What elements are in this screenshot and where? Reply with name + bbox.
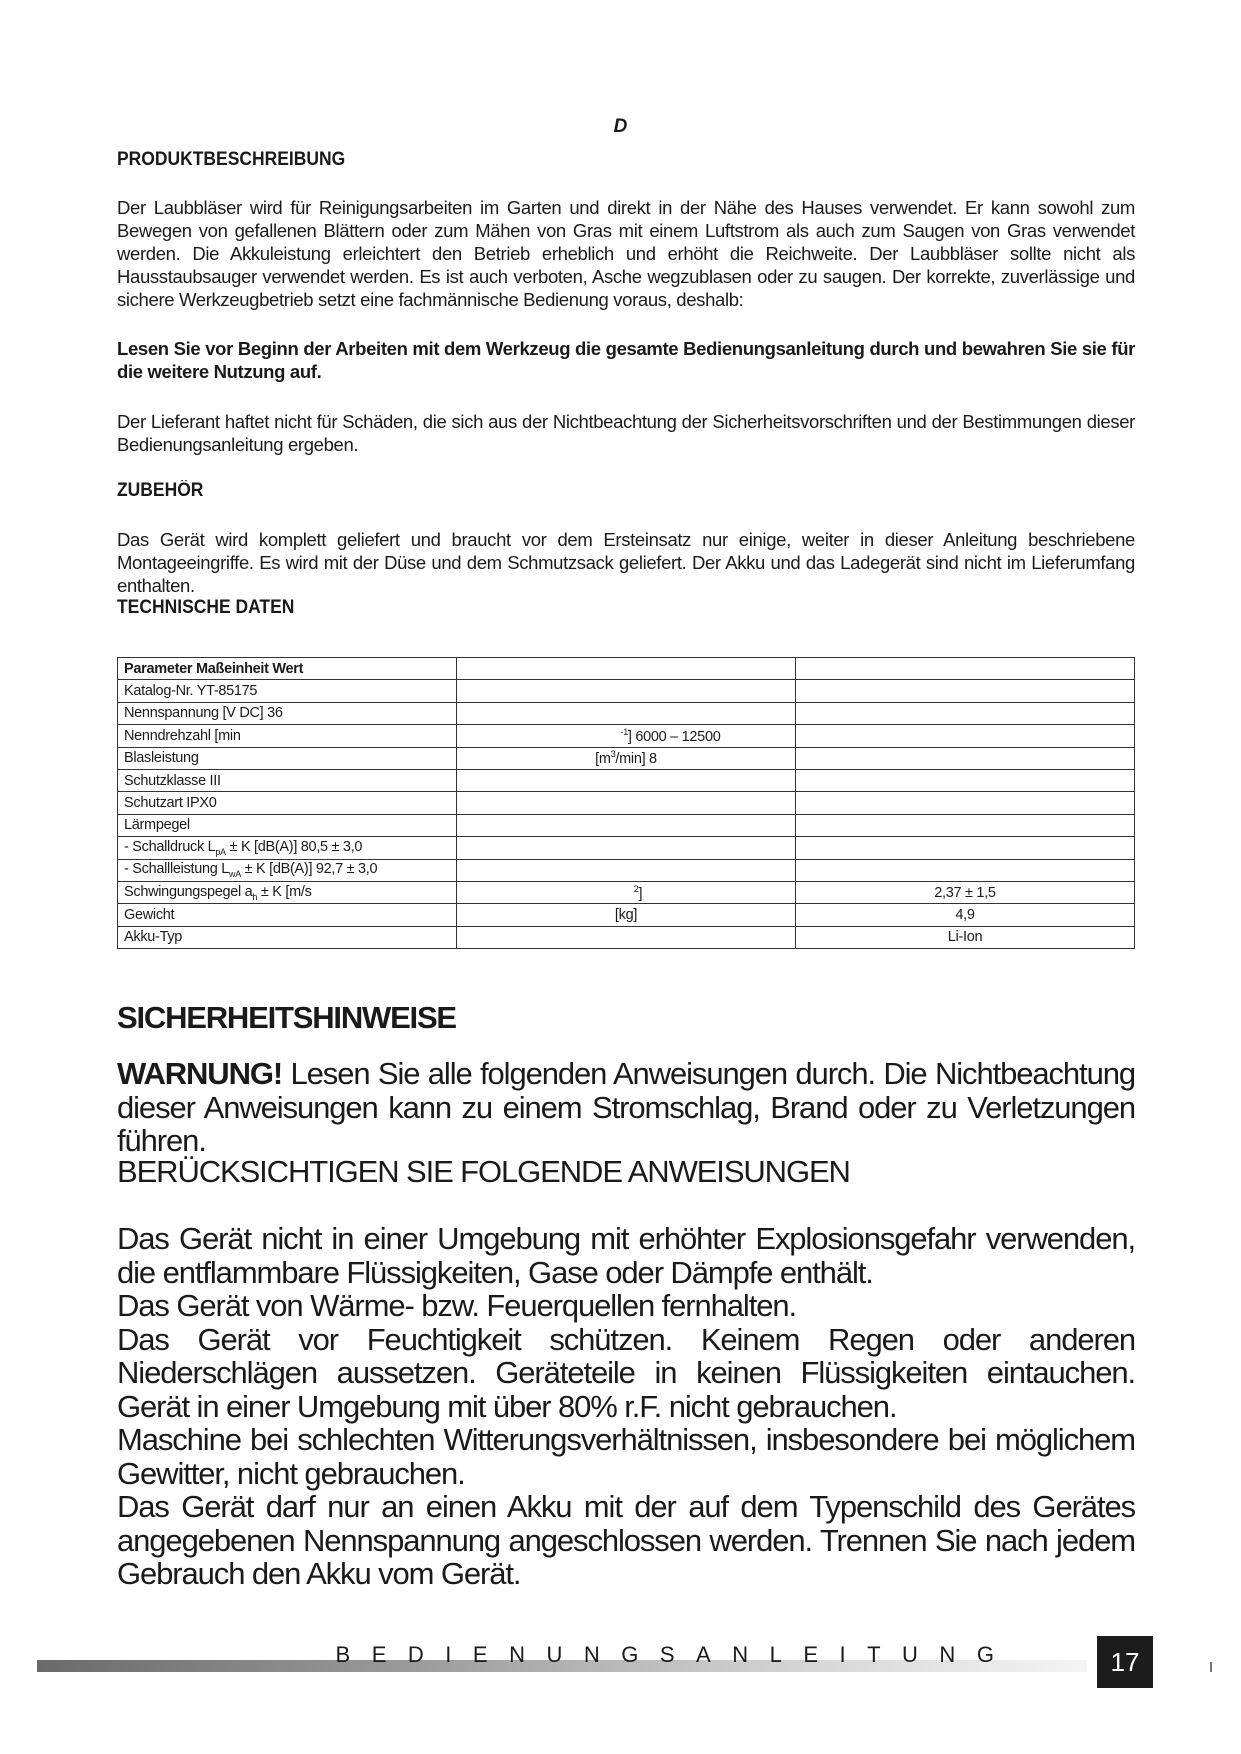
liability-paragraph: Der Lieferant haftet nicht für Schäden, die sich aus der Nichtbeachtung der Sicherheitsvorschriften und der Bestimmungen dieser Bedienungsanleitung ergeben.	[117, 411, 1135, 455]
table-row	[118, 725, 1135, 747]
footer-label: BEDIENUNGSANLEITUNG	[335, 1642, 1016, 1667]
table-cell: Li-Ion	[796, 926, 1135, 948]
table-row	[118, 904, 1135, 926]
table-cell: Schutzart IPX0	[118, 792, 457, 814]
table-cell: $^{-1}$] 6000 – 12500	[457, 725, 796, 747]
table-cell: Schwingungspegel $a_h \pm K$ [m/s	[118, 881, 457, 903]
warning-paragraph	[117, 1057, 1135, 1158]
table-cell: Nennspannung [V DC] 36	[118, 702, 457, 724]
accessories-paragraph: Das Gerät wird komplett geliefert und braucht vor dem Ersteinsatz nur einige, weiter in dieser Anleitung beschriebene Montageeingriffe. Es wird mit der Düse und dem Schmutzsack geliefert. Der Akku und das Ladegerät sind nicht im Lieferumfang enthalten.	[117, 529, 1135, 596]
table-header-cell: Parameter Maßeinheit Wert	[118, 658, 457, 680]
read-manual-notice: Lesen Sie vor Beginn der Arbeiten mit dem Werkzeug die gesamte Bedienungsanleitung durch und bewahren Sie sie für die weitere Nutzung auf.	[117, 338, 1135, 382]
language-code: D	[613, 116, 628, 137]
edge-mark	[1210, 1662, 1212, 1672]
table-row	[118, 814, 1135, 836]
table-row	[118, 881, 1135, 903]
list-item: Maschine bei schlechten Witterungsverhältnissen, insbesondere bei möglichem Gewitter, nicht gebrauchen.	[117, 1422, 1135, 1491]
table-cell: [kg]	[457, 904, 796, 926]
table-cell: Gewicht	[118, 904, 457, 926]
table-cell: Schutzklasse III	[118, 769, 457, 791]
list-item: Das Gerät vor Feuchtigkeit schützen. Keinem Regen oder anderen Niederschlägen aussetzen. Geräteteile in keinen Flüssigkeiten eintauchen. Gerät in einer Umgebung mit über 80% r.F. nicht gebrauchen.	[117, 1321, 1135, 1424]
safety-heading: SICHERHEITSHINWEISE	[117, 1000, 456, 1035]
table-cell: Katalog-Nr. YT-85175	[118, 680, 457, 702]
page-number: 17	[1097, 1636, 1153, 1688]
table-cell: Nenndrehzahl [min	[118, 725, 457, 747]
table-cell: Akku-Typ	[118, 926, 457, 948]
table-cell: $^2$]	[457, 881, 796, 903]
table-cell: 2,37 ± 1,5	[796, 881, 1135, 903]
instructions-subheading: BERÜCKSICHTIGEN SIE FOLGENDE ANWEISUNGEN	[117, 1154, 850, 1189]
table-row	[118, 926, 1135, 948]
list-item: Das Gerät nicht in einer Umgebung mit erhöhter Explosionsgefahr verwenden, die entflammbare Flüssigkeiten, Gase oder Dämpfe enthält.	[117, 1221, 1135, 1290]
product-description-paragraph: Der Laubbläser wird für Reinigungsarbeiten im Garten und direkt in der Nähe des Hauses verwendet. Er kann sowohl zum Bewegen von gefallenen Blättern oder zum Mähen von Gras mit einem Luftstrom als auch zum Saugen von Gras verwendet werden. Die Akkuleistung erleichtert den Betrieb erheblich und erhöht die Reichweite. Der Laubbläser sollte nicht als Hausstaubsauger verwendet werden. Es ist auch verboten, Asche wegzublasen oder zu saugen. Der korrekte, zuverlässige und sichere Werkzeugbetrieb setzt eine fachmännische Bedienung voraus, deshalb:	[117, 197, 1135, 310]
table-row	[118, 702, 1135, 724]
accessories-heading: ZUBEHÖR	[117, 480, 204, 501]
table-row	[118, 658, 1135, 680]
list-item: Das Gerät von Wärme- bzw. Feuerquellen fernhalten.	[117, 1288, 797, 1323]
table-cell: Blasleistung	[118, 747, 457, 769]
table-row	[118, 859, 1135, 881]
table-cell: - Schalldruck $L_{pA} \pm K$ [dB(A)] 80,5 ± 3,0	[118, 837, 457, 859]
table-cell: Lärmpegel	[118, 814, 457, 836]
table-row	[118, 792, 1135, 814]
table-row	[118, 680, 1135, 702]
list-item: Das Gerät darf nur an einen Akku mit der auf dem Typenschild des Gerätes angegebenen Nennspannung angeschlossen werden. Trennen Sie nach jedem Gebrauch den Akku vom Gerät.	[117, 1489, 1135, 1591]
table-cell: $[m^3/\min]$ 8	[457, 747, 796, 769]
product-description-heading: PRODUKTBESCHREIBUNG	[117, 149, 346, 170]
table-cell: - Schallleistung $L_{wA} \pm K$ [dB(A)] 92,7 ± 3,0	[118, 859, 457, 881]
technical-data-table	[117, 657, 1135, 949]
warning-label: WARNUNG!	[117, 1056, 283, 1091]
table-cell: 4,9	[796, 904, 1135, 926]
table-row	[118, 769, 1135, 791]
table-row	[118, 747, 1135, 769]
technical-data-heading: TECHNISCHE DATEN	[117, 597, 295, 618]
safety-instruction-list	[117, 1222, 1135, 1591]
warning-text: Lesen Sie alle folgenden Anweisungen durch. Die Nichtbeachtung dieser Anweisungen kann zu einem Stromschlag, Brand oder zu Verletzungen führen.	[117, 1056, 1135, 1158]
table-row	[118, 837, 1135, 859]
